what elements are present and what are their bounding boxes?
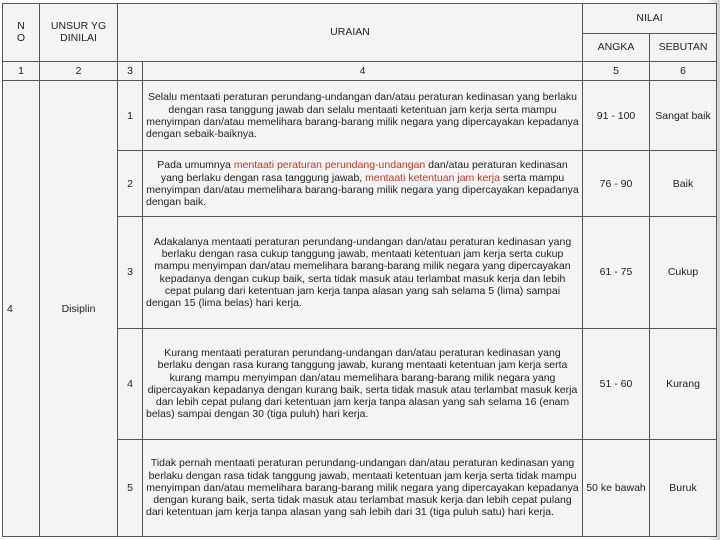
row-angka: 50 ke bawah (583, 440, 650, 537)
row-index: 4 (118, 328, 143, 439)
row-index: 3 (118, 217, 143, 328)
row-description: Kurang mentaati peraturan perundang-undangan dan/atau peraturan kedinasan yang berlaku dengan rasa kurang tanggung jawab, kurang mentaati ketentuan jam kerja serta kurang mampu menyimpan dan/atau memelihara barang-barang milik negara yang dipercayakan kepadanya dengan kurang baik, serta tidak masuk atau terlambat masuk kerja dan lebih cepat pulang dari ketentuan jam kerja tanpa alasan yang sah selama 16 (enam belas) sampai dengan 30 (tiga puluh) hari kerja. (143, 328, 583, 439)
header-sebutan: SEBUTAN (650, 33, 717, 61)
colnum-1: 1 (3, 61, 40, 81)
colnum-6: 6 (650, 61, 717, 81)
unsur-number: 4 (3, 81, 40, 537)
header-angka: ANGKA (583, 33, 650, 61)
unsur-name: Disiplin (40, 81, 118, 537)
row-index: 1 (118, 81, 143, 151)
row-description: Selalu mentaati peraturan perundang-undangan dan/atau peraturan kedinasan yang berlaku dengan rasa tanggung jawab dan selalu mentaati ketentuan jam kerja serta mampu menyimpan dan/atau memelihara barang-barang milik negara yang dipercayakan kepadanya dengan sebaik-baiknya. (143, 81, 583, 151)
assessment-table (2, 3, 717, 537)
colnum-2: 2 (40, 61, 118, 81)
row-index: 5 (118, 440, 143, 537)
row-description (143, 151, 583, 217)
header-no: N O (3, 4, 40, 62)
header-nilai: NILAI (583, 4, 717, 34)
highlighted-text: mentaati peraturan perundang-undangan (233, 159, 426, 172)
colnum-3: 3 (118, 61, 143, 81)
row-angka: 61 - 75 (583, 217, 650, 328)
table-row (3, 81, 717, 151)
desc-text: serta mampu menyimpan dan/atau memelihara barang-barang milik negara yang dipercayakan kepadanya dengan baik. (146, 171, 579, 209)
row-sebutan: Kurang (650, 328, 717, 439)
row-index: 2 (118, 151, 143, 217)
row-description: Tidak pernah mentaati peraturan perundang-undangan dan/atau peraturan kedinasan yang berlaku dengan rasa tidak tanggung jawab, mentaati ketentuan jam kerja serta tidak mampu menyimpan dan/atau memelihara barang-barang milik negara yang dipercayakan kepadanya dengan kurang baik, serta tidak masuk atau terlambat masuk kerja dan lebih cepat pulang dari ketentuan jam kerja tanpa alasan yang sah lebih dari 31 (tiga puluh satu) hari kerja. (143, 440, 583, 537)
row-angka: 91 - 100 (583, 81, 650, 151)
colnum-4: 4 (143, 61, 583, 81)
row-sebutan: Baik (650, 151, 717, 217)
row-sebutan: Sangat baik (650, 81, 717, 151)
row-angka: 51 - 60 (583, 328, 650, 439)
row-description: Adakalanya mentaati peraturan perundang-undangan dan/atau peraturan kedinasan yang berlaku dengan rasa cukup tanggung jawab, mentaati ketentuan jam kerja serta cukup mampu menyimpan dan/atau memelihara barang-barang milik negara yang dipercayakan kepadanya dengan cukup baik, serta tidak masuk atau terlambat masuk kerja dan lebih cepat pulang dari ketentuan jam kerja tanpa alasan yang sah selama 5 (lima) sampai dengan 15 (lima belas) hari kerja. (143, 217, 583, 328)
colnum-5: 5 (583, 61, 650, 81)
row-sebutan: Cukup (650, 217, 717, 328)
highlighted-text: mentaati ketentuan jam kerja (365, 171, 500, 184)
desc-text: dan/atau peraturan kedinasan yang berlaku dengan rasa tanggung jawab, (160, 159, 568, 184)
desc-text: Pada umumnya (157, 159, 234, 172)
row-angka: 76 - 90 (583, 151, 650, 217)
header-uraian: URAIAN (118, 4, 583, 62)
header-unsur: UNSUR YG DINILAI (40, 4, 118, 62)
row-sebutan: Buruk (650, 440, 717, 537)
